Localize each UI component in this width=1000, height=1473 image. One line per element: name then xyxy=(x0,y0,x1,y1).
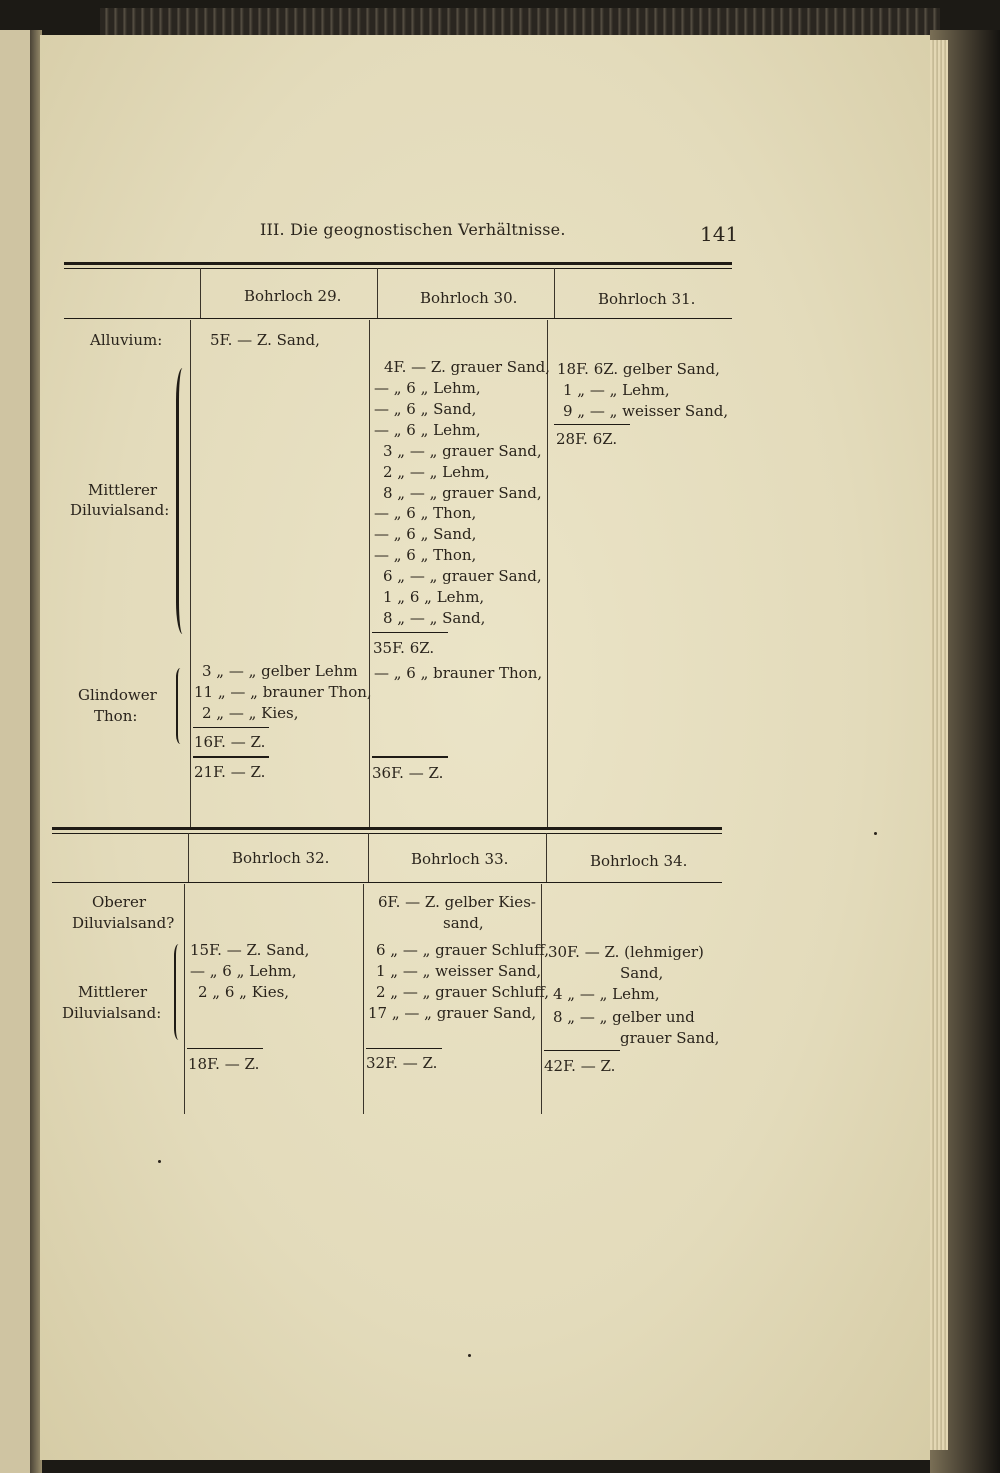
bohrloch-29-subtotal: 16F. — Z. xyxy=(194,733,266,751)
stratum-label-mittlerer: Mittlerer xyxy=(88,481,158,499)
total-rule xyxy=(554,424,630,425)
stratum-label-diluvialsand: Diluvialsand: xyxy=(62,1004,162,1022)
bohrloch-30-layer: 8 „ — „ grauer Sand, xyxy=(383,484,542,502)
bohrloch-30-layer: 4F. — Z. grauer Sand, xyxy=(384,358,551,376)
column-header-bohrloch-31: Bohrloch 31. xyxy=(598,290,696,308)
bohrloch-32-layer: — „ 6 „ Lehm, xyxy=(190,962,297,980)
stratum-label-glindower: Glindower xyxy=(78,686,157,704)
table1-column-divider xyxy=(190,320,191,828)
ink-speck xyxy=(874,832,877,835)
bohrloch-34-layer: 30F. — Z. (lehmiger) xyxy=(548,943,704,961)
subtotal-rule xyxy=(193,727,269,728)
table2-header-divider xyxy=(546,833,547,882)
bohrloch-31-layer: 18F. 6Z. gelber Sand, xyxy=(557,360,720,378)
bohrloch-30-layer: 3 „ — „ grauer Sand, xyxy=(383,442,542,460)
bohrloch-30-layer: — „ 6 „ Sand, xyxy=(374,525,477,543)
brace-glindower-thon xyxy=(176,668,185,744)
table1-header-divider xyxy=(200,268,201,318)
bohrloch-30-layer: — „ 6 „ Thon, xyxy=(374,504,477,522)
bohrloch-30-layer: — „ 6 „ Lehm, xyxy=(374,421,481,439)
total-rule xyxy=(193,756,269,758)
total-rule xyxy=(372,756,448,758)
bohrloch-32-total: 18F. — Z. xyxy=(188,1055,260,1073)
table1-top-rule-thin xyxy=(64,268,732,269)
column-header-bohrloch-32: Bohrloch 32. xyxy=(232,849,330,867)
bohrloch-30-layer: 1 „ 6 „ Lehm, xyxy=(383,588,485,606)
bohrloch-30-subtotal: 35F. 6Z. xyxy=(373,639,435,657)
bohrloch-33-oberer: sand, xyxy=(443,914,484,932)
bohrloch-33-total: 32F. — Z. xyxy=(366,1054,438,1072)
total-rule xyxy=(366,1048,442,1049)
table1-header-rule xyxy=(64,318,732,319)
bohrloch-30-layer: — „ 6 „ Thon, xyxy=(374,546,477,564)
table2-header-divider xyxy=(188,833,189,882)
book-page xyxy=(40,35,930,1460)
table1-header-divider xyxy=(377,268,378,318)
subtotal-rule xyxy=(372,632,448,633)
bohrloch-33-layer: 6 „ — „ grauer Schluff, xyxy=(376,941,550,959)
bohrloch-30-total: 36F. — Z. xyxy=(372,764,444,782)
brace-mittlerer-diluvialsand xyxy=(176,368,189,634)
bohrloch-34-total: 42F. — Z. xyxy=(544,1057,616,1075)
bohrloch-34-layer: 4 „ — „ Lehm, xyxy=(553,985,660,1003)
table1-column-divider xyxy=(547,320,548,828)
bohrloch-34-layer: grauer Sand, xyxy=(620,1029,720,1047)
column-header-bohrloch-30: Bohrloch 30. xyxy=(420,289,518,307)
table1-header-divider xyxy=(554,268,555,318)
stratum-label-mittlerer: Mittlerer xyxy=(78,983,148,1001)
table2-top-rule-thin xyxy=(52,833,722,834)
total-rule xyxy=(187,1048,263,1049)
bohrloch-31-total: 28F. 6Z. xyxy=(556,430,618,448)
table2-header-rule xyxy=(52,882,722,883)
bohrloch-31-layer: 9 „ — „ weisser Sand, xyxy=(563,402,729,420)
bohrloch-30-layer: 6 „ — „ grauer Sand, xyxy=(383,567,542,585)
table2-top-rule xyxy=(52,827,722,830)
bohrloch-29-layer: 11 „ — „ brauner Thon, xyxy=(194,683,372,701)
total-rule xyxy=(544,1050,620,1051)
stratum-label-thon: Thon: xyxy=(94,707,138,725)
bohrloch-30-glindower: — „ 6 „ brauner Thon, xyxy=(374,664,543,682)
bohrloch-33-layer: 17 „ — „ grauer Sand, xyxy=(368,1004,537,1022)
bohrloch-31-layer: 1 „ — „ Lehm, xyxy=(563,381,670,399)
page-number: 141 xyxy=(700,222,739,246)
bohrloch-29-total: 21F. — Z. xyxy=(194,763,266,781)
ink-speck xyxy=(468,1354,471,1357)
column-header-bohrloch-33: Bohrloch 33. xyxy=(411,850,509,868)
bohrloch-29-layer: 3 „ — „ gelber Lehm xyxy=(202,662,358,680)
bohrloch-34-layer: Sand, xyxy=(620,964,664,982)
ink-speck xyxy=(158,1160,161,1163)
bohrloch-33-oberer: 6F. — Z. gelber Kies- xyxy=(378,893,536,911)
table1-top-rule xyxy=(64,262,732,265)
table1-column-divider xyxy=(369,320,370,828)
running-head: III. Die geognostischen Verhältnisse. xyxy=(260,220,566,239)
bohrloch-29-alluvium: 5F. — Z. Sand, xyxy=(210,331,320,349)
bohrloch-32-layer: 15F. — Z. Sand, xyxy=(190,941,310,959)
column-header-bohrloch-29: Bohrloch 29. xyxy=(244,287,342,305)
table2-header-divider xyxy=(368,833,369,882)
stratum-label-oberer: Oberer xyxy=(92,893,146,911)
column-header-bohrloch-34: Bohrloch 34. xyxy=(590,852,688,870)
table2-column-divider xyxy=(184,884,185,1114)
bohrloch-32-layer: 2 „ 6 „ Kies, xyxy=(198,983,290,1001)
bohrloch-30-layer: 8 „ — „ Sand, xyxy=(383,609,486,627)
bohrloch-30-layer: — „ 6 „ Lehm, xyxy=(374,379,481,397)
bohrloch-30-layer: 2 „ — „ Lehm, xyxy=(383,463,490,481)
stratum-label-alluvium: Alluvium: xyxy=(90,331,163,349)
book-top-edge xyxy=(100,8,940,38)
previous-page-edge xyxy=(0,30,30,1473)
bohrloch-29-layer: 2 „ — „ Kies, xyxy=(202,704,299,722)
bohrloch-30-layer: — „ 6 „ Sand, xyxy=(374,400,477,418)
bohrloch-33-layer: 2 „ — „ grauer Schluff, xyxy=(376,983,550,1001)
bohrloch-34-layer: 8 „ — „ gelber und xyxy=(553,1008,695,1026)
stratum-label-diluvialsand-query: Diluvialsand? xyxy=(72,914,175,932)
bohrloch-33-layer: 1 „ — „ weisser Sand, xyxy=(376,962,542,980)
stratum-label-diluvialsand: Diluvialsand: xyxy=(70,501,170,519)
brace-mittlerer-diluvialsand xyxy=(174,944,183,1040)
table2-column-divider xyxy=(363,884,364,1114)
